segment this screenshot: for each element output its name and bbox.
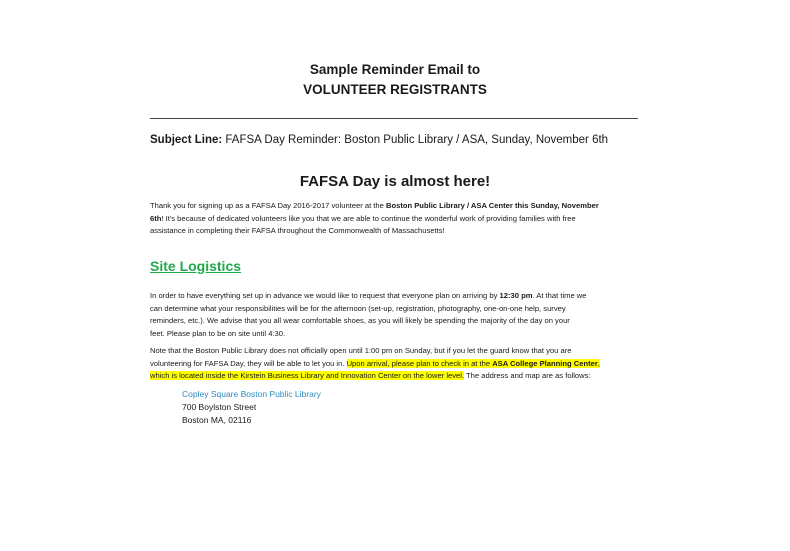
highlighted-text: , [597,358,600,368]
arrival-text: The address and map are as follows: [464,371,591,380]
section-heading-site-logistics: Site Logistics [150,258,242,274]
intro-date-bold: 6th [150,213,162,223]
logistics-text: . At that time we [532,291,587,300]
logistics-paragraph [150,290,640,340]
intro-text: ! It's because of dedicated volunteers like you that we are able to continue the wonderful work of providing families with free [161,213,576,223]
logistics-text: feet. Please plan to be on site until 4:30. [150,328,286,338]
subject-line [150,134,608,146]
horizontal-rule [150,118,638,119]
subject-label: Subject Line: [150,134,223,146]
logistics-text: In order to have everything set up in advance we would like to request that everyone plan on arriving by [150,291,500,300]
logistics-text: reminders, etc.). We advise that you all wear comfortable shoes, as you will likely be spending the majority of the day on your [150,316,570,325]
address-library-name: Copley Square Boston Public Library [182,389,321,399]
document-title-line2: VOLUNTEER REGISTRANTS [303,82,487,97]
address-block [182,388,321,427]
arrival-text: volunteering for FAFSA Day, they will be able to let you in. [150,358,347,368]
arrival-text: Note that the Boston Public Library does not officially open until 1:00 pm on Sunday, but if you let the guard know that you are [150,346,572,355]
intro-text: assistance in completing their FAFSA throughout the Commonwealth of Massachusetts! [150,226,445,235]
intro-location-bold: Boston Public Library / ASA Center this Sunday, November [385,201,599,210]
email-headline: FAFSA Day is almost here! [299,173,491,190]
highlighted-center-name: ASA College Planning Center [492,358,598,368]
logistics-text: can determine what your responsibilities will be for the afternoon (set-up, registration, photography, one-on-one help, survey [150,303,566,313]
highlighted-text: which is located inside the Kirstein Business Library and Innovation Center on the lower level. [150,371,465,380]
intro-text: Thank you for signing up as a FAFSA Day 2016-2017 volunteer at the [150,201,386,210]
highlighted-text: Upon arrival, please plan to check in at the [346,358,493,368]
arrival-paragraph [150,345,640,383]
arrival-time-bold: 12:30 pm [499,291,533,300]
document-title-line1: Sample Reminder Email to [309,62,481,77]
intro-paragraph [150,200,640,238]
subject-text: FAFSA Day Reminder: Boston Public Library / ASA, Sunday, November 6th [225,134,609,146]
address-city: Boston MA, 02116 [182,415,252,425]
address-street: 700 Boylston Street [182,402,257,412]
